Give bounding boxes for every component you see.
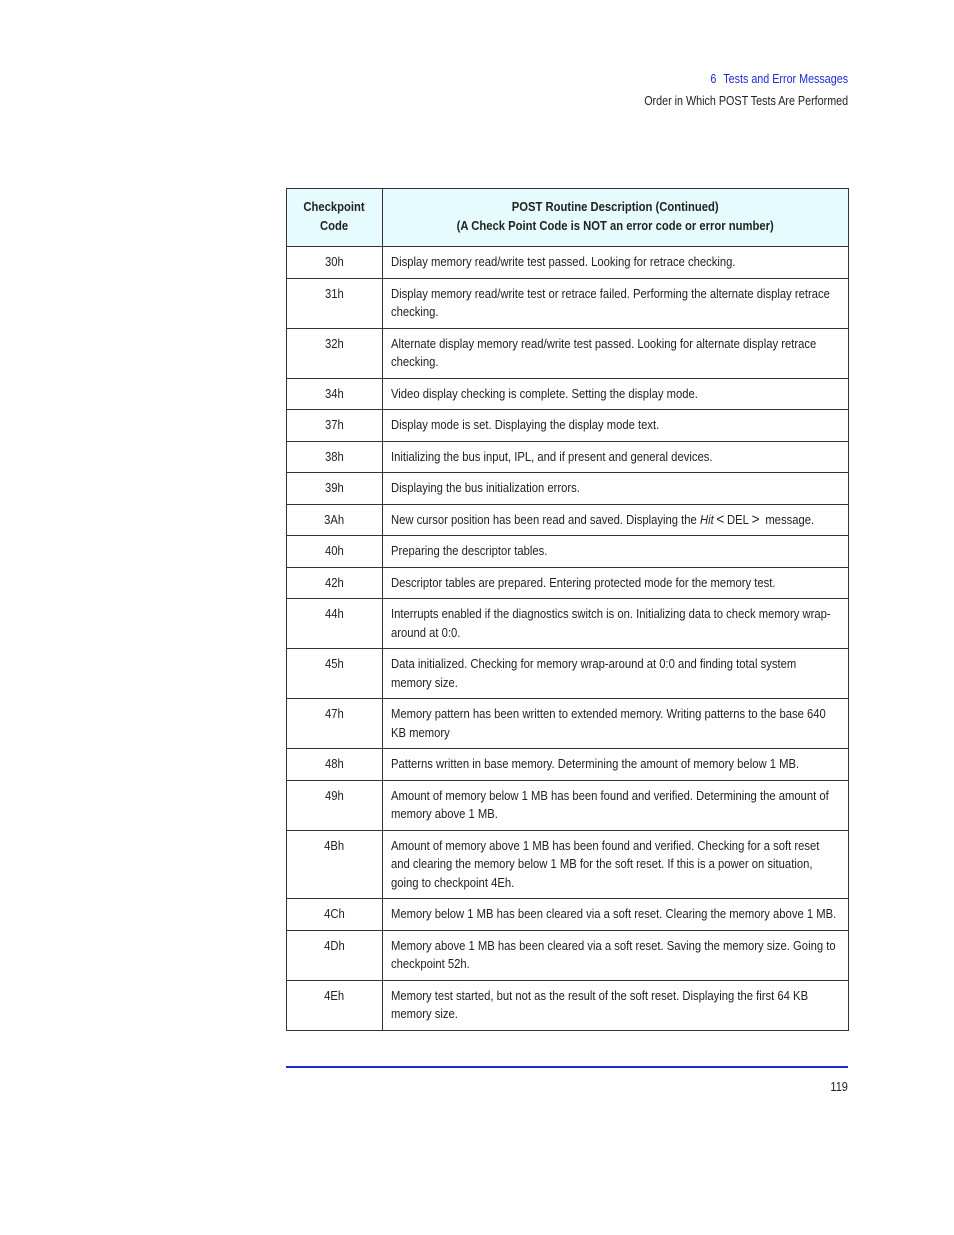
table-row (287, 830, 849, 899)
table-row (287, 930, 849, 980)
checkpoint-code: 4Dh (287, 930, 383, 980)
checkpoint-description: Descriptor tables are prepared. Entering protected mode for the memory test. (383, 567, 849, 599)
table-header-row (287, 189, 849, 247)
hit-word: Hit (699, 512, 714, 527)
checkpoint-code: 49h (287, 780, 383, 830)
checkpoint-description (383, 504, 849, 536)
table-row (287, 980, 849, 1030)
checkpoint-code: 4Eh (287, 980, 383, 1030)
description-text-after: message. (765, 512, 815, 527)
checkpoint-description: Displaying the bus initialization errors. (383, 473, 849, 505)
column-header-code-line1: Checkpoint (303, 200, 366, 214)
running-head (644, 68, 848, 112)
checkpoint-code: 4Bh (287, 830, 383, 899)
table-row (287, 328, 849, 378)
table-row (287, 899, 849, 931)
column-header-description-line1: POST Routine Description (Continued) (512, 200, 719, 214)
checkpoint-description: Memory above 1 MB has been cleared via a soft reset. Saving the memory size. Going to checkpoint 52h. (383, 930, 849, 980)
checkpoint-description: Initializing the bus input, IPL, and if present and general devices. (383, 441, 849, 473)
chapter-number: 6 (710, 72, 717, 86)
checkpoint-description: Alternate display memory read/write test passed. Looking for alternate display retrace checking. (383, 328, 849, 378)
checkpoint-code: 32h (287, 328, 383, 378)
table-row (287, 780, 849, 830)
table-row (287, 699, 849, 749)
checkpoint-code: 38h (287, 441, 383, 473)
table-row (287, 473, 849, 505)
checkpoint-code: 44h (287, 599, 383, 649)
column-header-code-line2: Code (320, 219, 349, 233)
table-row (287, 278, 849, 328)
checkpoint-code: 48h (287, 749, 383, 781)
checkpoint-description: Memory test started, but not as the result of the soft reset. Displaying the first 64 KB memory size. (383, 980, 849, 1030)
column-header-description-line2: (A Check Point Code is NOT an error code or error number) (456, 219, 775, 233)
checkpoint-code: 4Ch (287, 899, 383, 931)
table-row (287, 649, 849, 699)
table-row (287, 599, 849, 649)
table-row (287, 378, 849, 410)
checkpoint-description: Memory below 1 MB has been cleared via a soft reset. Clearing the memory above 1 MB. (383, 899, 849, 931)
checkpoint-description: Memory pattern has been written to extended memory. Writing patterns to the base 640 KB memory (383, 699, 849, 749)
chapter-title: Tests and Error Messages (723, 72, 848, 86)
checkpoint-description: Amount of memory above 1 MB has been found and verified. Checking for a soft reset and clearing the memory below 1 MB for the soft reset. If this is a power on situation, going to checkpoint 4Eh. (383, 830, 849, 899)
checkpoint-description: Display memory read/write test passed. Looking for retrace checking. (383, 247, 849, 279)
checkpoint-description: Preparing the descriptor tables. (383, 536, 849, 568)
checkpoint-code: 47h (287, 699, 383, 749)
checkpoint-description: Display memory read/write test or retrace failed. Performing the alternate display retrace checking. (383, 278, 849, 328)
footer-rule (286, 1066, 848, 1068)
checkpoint-description: Interrupts enabled if the diagnostics switch is on. Initializing data to check memory wrap-around at 0:0. (383, 599, 849, 649)
section-title: Order in Which POST Tests Are Performed (644, 94, 848, 108)
table-row (287, 536, 849, 568)
checkpoint-code: 34h (287, 378, 383, 410)
table-row (287, 567, 849, 599)
checkpoint-table (286, 188, 849, 1031)
column-header-code (287, 189, 383, 247)
page-number: 119 (830, 1080, 848, 1094)
less-than-symbol: < (716, 510, 725, 528)
table-row (287, 504, 849, 536)
checkpoint-description: Display mode is set. Displaying the display mode text. (383, 410, 849, 442)
checkpoint-description: Amount of memory below 1 MB has been found and verified. Determining the amount of memory above 1 MB. (383, 780, 849, 830)
table-row (287, 441, 849, 473)
checkpoint-code: 45h (287, 649, 383, 699)
greater-than-symbol: > (751, 510, 760, 528)
checkpoint-code: 39h (287, 473, 383, 505)
table-row (287, 410, 849, 442)
checkpoint-code: 37h (287, 410, 383, 442)
checkpoint-code: 3Ah (287, 504, 383, 536)
checkpoint-code: 30h (287, 247, 383, 279)
checkpoint-code: 40h (287, 536, 383, 568)
chapter-heading (644, 68, 848, 90)
table-row (287, 247, 849, 279)
checkpoint-code: 31h (287, 278, 383, 328)
description-text-before: New cursor position has been read and saved. Displaying the (391, 512, 697, 527)
checkpoint-description: Patterns written in base memory. Determining the amount of memory below 1 MB. (383, 749, 849, 781)
checkpoint-table-container (286, 188, 848, 1031)
table-row (287, 749, 849, 781)
checkpoint-description: Video display checking is complete. Setting the display mode. (383, 378, 849, 410)
checkpoint-code: 42h (287, 567, 383, 599)
column-header-description (383, 189, 849, 247)
del-key-label: DEL (726, 512, 749, 527)
checkpoint-description: Data initialized. Checking for memory wrap-around at 0:0 and finding total system memory size. (383, 649, 849, 699)
